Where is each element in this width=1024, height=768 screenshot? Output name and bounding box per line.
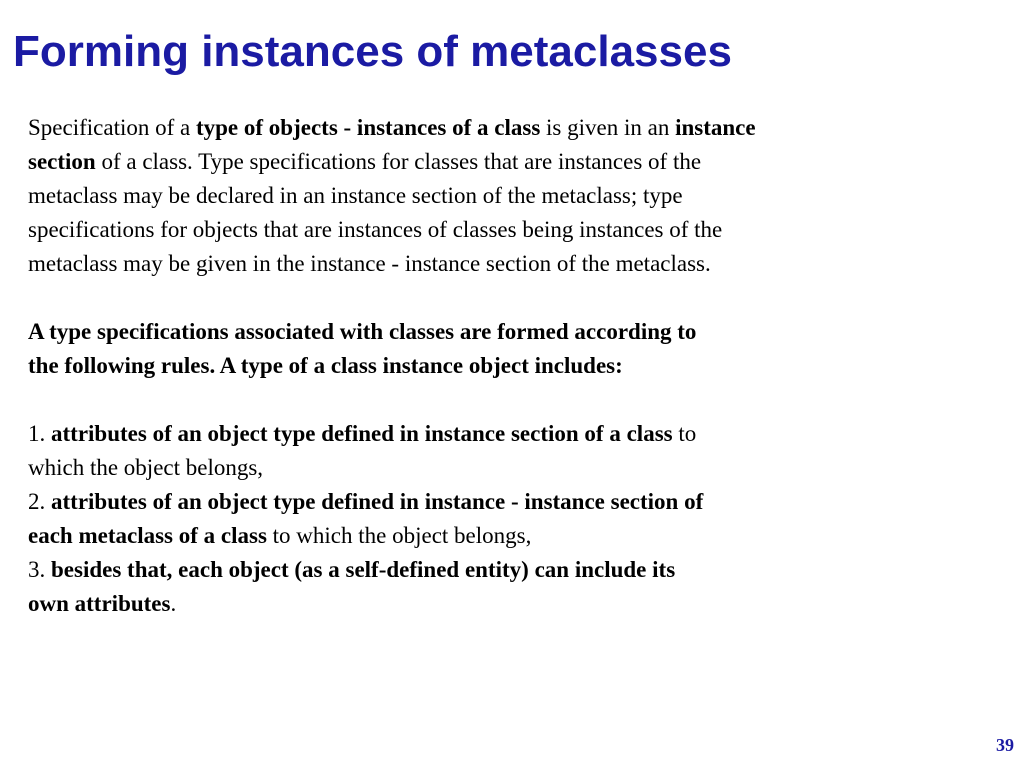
rule-number: 3. — [28, 557, 51, 582]
slide-body — [28, 111, 988, 621]
intro-line-3: metaclass may be declared in an instance section of the metaclass; type — [28, 183, 683, 208]
paragraph-spacer — [28, 281, 988, 315]
rule-item-1: 1. attributes of an object type defined in instance section of a class to which the object belongs, — [28, 421, 697, 480]
rules-intro-line-1: A type specifications associated with classes are formed according to — [28, 319, 697, 344]
slide-title: Forming instances of metaclasses — [13, 27, 732, 76]
rule-item-3: 3. besides that, each object (as a self-defined entity) can include its own attributes. — [28, 557, 676, 616]
paragraph-spacer — [28, 383, 988, 417]
intro-line-4: specifications for objects that are instances of classes being instances of the — [28, 217, 723, 242]
intro-line-1: Specification of a type of objects - instances of a class is given in an instance — [28, 115, 756, 140]
rule-number: 2. — [28, 489, 51, 514]
intro-line-5: metaclass may be given in the instance - instance section of the metaclass. — [28, 251, 711, 276]
rules-list — [28, 417, 988, 621]
rules-intro-line-2: the following rules. A type of a class instance object includes: — [28, 353, 623, 378]
intro-paragraph — [28, 111, 988, 281]
rule-item-2: 2. attributes of an object type defined in instance - instance section of each metaclass of a class to which the object belongs, — [28, 489, 704, 548]
rules-intro-paragraph — [28, 315, 988, 383]
intro-line-2: section of a class. Type specifications for classes that are instances of the — [28, 149, 702, 174]
page-number: 39 — [996, 735, 1014, 755]
rule-number: 1. — [28, 421, 51, 446]
